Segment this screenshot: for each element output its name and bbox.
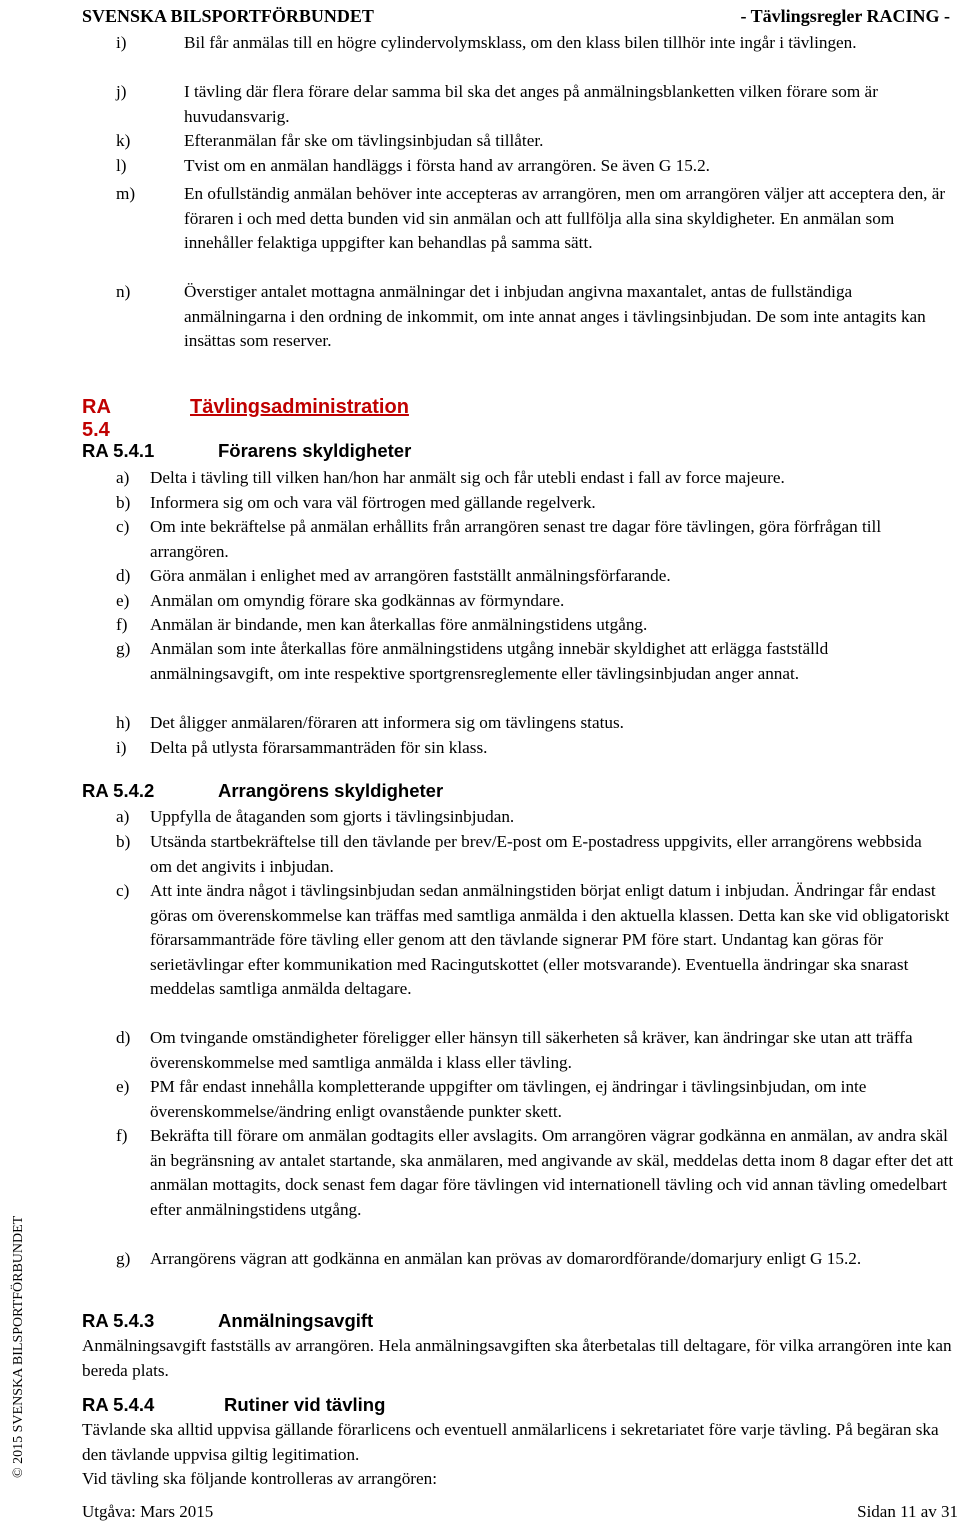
list-item-text: Om tvingande omständigheter föreligger eller hänsyn till säkerheten så kräver, kan ändringar ske utan att träffa överenskommelse med samtliga anmälda i klass eller tävling. xyxy=(150,1028,913,1072)
paragraph: Anmälningsavgift fastställs av arrangören. Hela anmälningsavgiften ska återbetalas till deltagare, för vilka arrangören inte kan bereda plats. xyxy=(82,1336,952,1380)
section-title: Tävlingsadministration xyxy=(190,396,409,418)
list-item-label: f) xyxy=(116,1126,128,1145)
list-item-label: e) xyxy=(116,591,130,610)
list-item-label: g) xyxy=(116,1249,131,1268)
list-item-label: j) xyxy=(116,82,127,101)
subsection-title: Anmälningsavgift xyxy=(218,1310,374,1331)
list-item-text: Att inte ändra något i tävlingsinbjudan sedan anmälningstiden börjat enligt datum i inbjudan. Ändringar får endast göras om överenskommelse kan träffas med samtliga anmälda i den aktuella klassen. Detta kan ske vid obligatoriskt förarsammanträde före tävling eller genom att den tävlande signerar PM före start. Undantag kan göras för serietävlingar efter kommunikation med Racingutskottet (eller motsvarande). Eventuella ändringar ska snarast meddelas samtliga anmälda deltagare. xyxy=(150,881,950,998)
subsection-number: RA 5.4.2 xyxy=(82,780,155,801)
subsection-number: RA 5.4.1 xyxy=(82,440,155,461)
list-item-text: Anmälan är bindande, men kan återkallas före anmälningstidens utgång. xyxy=(150,615,648,634)
list-item-text: Bekräfta till förare om anmälan godtagits eller avslagits. Om arrangören vägrar godkänna en anmälan, av andra skäl än begränsning av antalet startande, ska anmälaren, med angivande av skäl, meddelas detta inom 8 dagar efter det att anmälan mottagits, dock senast fem dagar före tävlingen vid internationell tävling och vid annan tävling omedelbart efter anmälningstidens utgång. xyxy=(150,1126,954,1219)
list-item-text: Göra anmälan i enlighet med av arrangören fastställt anmälningsförfarande. xyxy=(150,566,671,585)
footer-edition: Utgåva: Mars 2015 xyxy=(82,1502,214,1521)
header-document-title: - Tävlingsregler RACING - xyxy=(740,6,950,26)
list-item-label: n) xyxy=(116,282,131,301)
list-item-label: m) xyxy=(116,184,136,203)
subsection-title: Förarens skyldigheter xyxy=(218,440,412,461)
side-copyright-text: © 2015 SVENSKA BILSPORTFÖRBUNDET xyxy=(11,1215,26,1478)
subsection-title: Rutiner vid tävling xyxy=(224,1394,386,1415)
list-item-label: a) xyxy=(116,807,130,826)
list-item-label: i) xyxy=(116,33,127,52)
list-item-text: Anmälan som inte återkallas före anmälningstidens utgång innebär skyldighet att erlägga fastställd anmälningsavgift, om inte respektive sportgrensreglemente eller tävlingsinbjudan anger annat. xyxy=(150,639,829,683)
list-item-text: PM får endast innehålla kompletterande uppgifter om tävlingen, ej ändringar i tävlingsinbjudan, om inte överenskommelse/ändring enligt ovanstående punkter skett. xyxy=(150,1077,867,1121)
list-item-label: b) xyxy=(116,493,131,512)
subsection-title: Arrangörens skyldigheter xyxy=(218,780,444,801)
list-item-text: Delta i tävling till vilken han/hon har anmält sig och får utebli endast i fall av force majeure. xyxy=(150,468,785,487)
subsection-heading xyxy=(82,780,444,802)
subsection-heading xyxy=(82,1310,374,1332)
list-item-label: i) xyxy=(116,738,127,757)
subsection-heading xyxy=(82,440,412,462)
subsection-number: RA 5.4.4 xyxy=(82,1394,155,1415)
list-item-text: Bil får anmälas till en högre cylindervolymsklass, om den klass bilen tillhör inte ingår i tävlingen. xyxy=(184,33,857,52)
list-item-text: Överstiger antalet mottagna anmälningar det i inbjudan angivna maxantalet, antas de fullständiga anmälningarna i den ordning de inkommit, om inte annat anges i tävlingsinbjudan. De som inte antagits kan insättas som reserver. xyxy=(184,282,926,350)
list-item-text: Efteranmälan får ske om tävlingsinbjudan så tillåter. xyxy=(184,131,544,150)
list-item-label: f) xyxy=(116,615,128,634)
list-item-text: I tävling där flera förare delar samma bil ska det anges på anmälningsblanketten vilken förare som är huvudansvarig. xyxy=(184,82,878,126)
list-item-label: h) xyxy=(116,713,131,732)
list-item-label: d) xyxy=(116,1028,131,1047)
list-item-text: Informera sig om och vara väl förtrogen med gällande regelverk. xyxy=(150,493,596,512)
list-item-label: d) xyxy=(116,566,131,585)
list-item-text: Tvist om en anmälan handläggs i första hand av arrangören. Se även G 15.2. xyxy=(184,156,710,175)
list-item-label: k) xyxy=(116,131,131,150)
list-item-text: Om inte bekräftelse på anmälan erhållits från arrangören senast tre dagar före tävlingen, göra förfrågan till arrangören. xyxy=(150,517,882,561)
footer-page-number: Sidan 11 av 31 xyxy=(857,1502,958,1521)
list-item-label: a) xyxy=(116,468,130,487)
list-item-text: Anmälan om omyndig förare ska godkännas av förmyndare. xyxy=(150,591,565,610)
list-item-label: c) xyxy=(116,517,130,536)
list-item-text: Det åligger anmälaren/föraren att informera sig om tävlingens status. xyxy=(150,713,624,732)
paragraph: Vid tävling ska följande kontrolleras av arrangören: xyxy=(82,1469,438,1488)
side-copyright xyxy=(0,1210,26,1478)
list-item-label: l) xyxy=(116,156,127,175)
list-item-label: c) xyxy=(116,881,130,900)
list-item-label: g) xyxy=(116,639,131,658)
section-number: RA 5.4 xyxy=(82,396,111,441)
header-organization: SVENSKA BILSPORTFÖRBUNDET xyxy=(82,6,374,26)
subsection-number: RA 5.4.3 xyxy=(82,1310,155,1331)
subsection-heading xyxy=(82,1394,386,1416)
list-item-label: b) xyxy=(116,832,131,851)
page-header xyxy=(82,6,950,28)
list-item-label: e) xyxy=(116,1077,130,1096)
list-item-text: Delta på utlysta förarsammanträden för sin klass. xyxy=(150,738,488,757)
list-item-text: En ofullständig anmälan behöver inte accepteras av arrangören, men om arrangören väljer att acceptera den, är föraren i och med detta bunden vid sin anmälan och att fullfölja alla sina skyldigheter. En anmälan som innehåller felaktiga uppgifter kan behandlas på samma sätt. xyxy=(184,184,946,252)
page-footer xyxy=(82,1502,958,1524)
list-item-text: Utsända startbekräftelse till den tävlande per brev/E-post om E-postadress uppgivits, eller arrangörens webbsida om det angivits i inbjudan. xyxy=(150,832,922,876)
paragraph: Tävlande ska alltid uppvisa gällande förarlicens och eventuell anmälarlicens i sekretariatet före varje tävling. På begäran ska den tävlande uppvisa giltig legitimation. xyxy=(82,1420,939,1464)
list-item-text: Uppfylla de åtaganden som gjorts i tävlingsinbjudan. xyxy=(150,807,515,826)
list-item-text: Arrangörens vägran att godkänna en anmälan kan prövas av domarordförande/domarjury enligt G 15.2. xyxy=(150,1249,862,1268)
